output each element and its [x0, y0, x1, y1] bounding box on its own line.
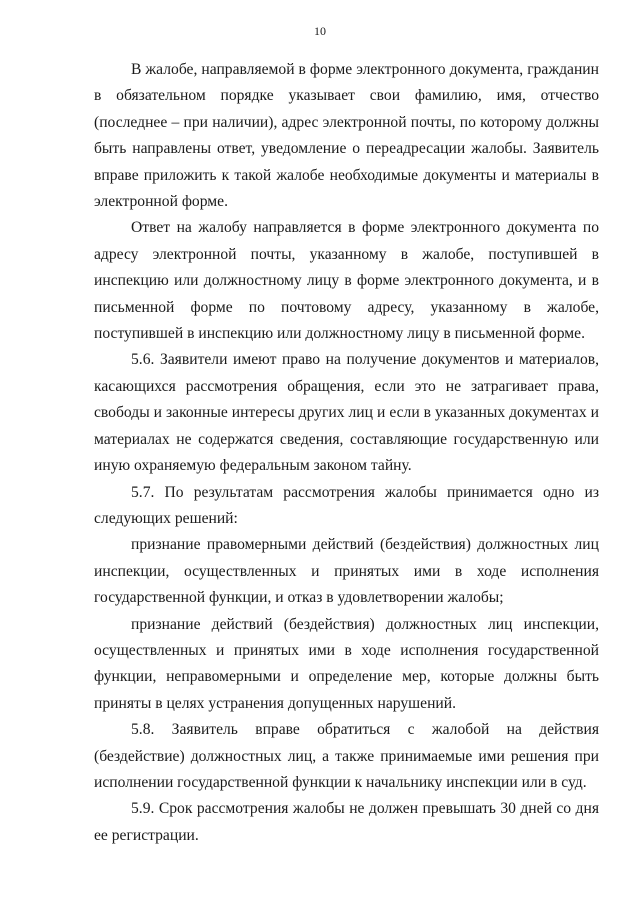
paragraph-complaint-response: Ответ на жалобу направляется в форме электронного документа по адресу электронной почты, указанному в жалобе, поступившей в инспекцию или должностному лицу в форме электронного документа, и в письменной форме по почтовому адресу, указанному в жалобе, поступившей в инспекцию или должностному лицу в письменной форме.	[94, 219, 599, 343]
paragraph-5-6: 5.6. Заявители имеют право на получение документов и материалов, касающихся рассмотрения обращения, если это не затрагивает права, свободы и законные интересы других лиц и если в указанных документах и материалах не содержатся сведения, составляющие государственную или иную охраняемую федеральным законом тайну.	[94, 351, 599, 475]
paragraph-5-7: 5.7. По результатам рассмотрения жалобы принимается одно из следующих решений:	[94, 483, 599, 527]
page-number: 10	[314, 24, 326, 38]
paragraph-electronic-complaint: В жалобе, направляемой в форме электронного документа, гражданин в обязательном порядке указывает свои фамилию, имя, отчество (последнее – при наличии), адрес электронной почты, по которому должны быть направлены ответ, уведомление о переадресации жалобы. Заявитель вправе приложить к такой жалобе необходимые документы и материалы в электронной форме.	[94, 61, 599, 211]
paragraph-decision-unlawful: признание действий (бездействия) должностных лиц инспекции, осуществленных и принятых ими в ходе исполнения государственной функции, неправомерными и определение мер, которые должны быть приняты в целях устранения допущенных нарушений.	[94, 615, 599, 712]
paragraph-decision-lawful: признание правомерными действий (бездействия) должностных лиц инспекции, осуществленных и принятых ими в ходе исполнения государственной функции, и отказ в удовлетворении жалобы;	[94, 536, 599, 607]
document-body	[94, 57, 599, 849]
paragraph-5-9: 5.9. Срок рассмотрения жалобы не должен превышать 30 дней со дня ее регистрации.	[94, 800, 599, 844]
paragraph-5-8: 5.8. Заявитель вправе обратиться с жалобой на действия (бездействие) должностных лиц, а также принимаемые ими решения при исполнении государственной функции к начальнику инспекции или в суд.	[94, 721, 599, 791]
